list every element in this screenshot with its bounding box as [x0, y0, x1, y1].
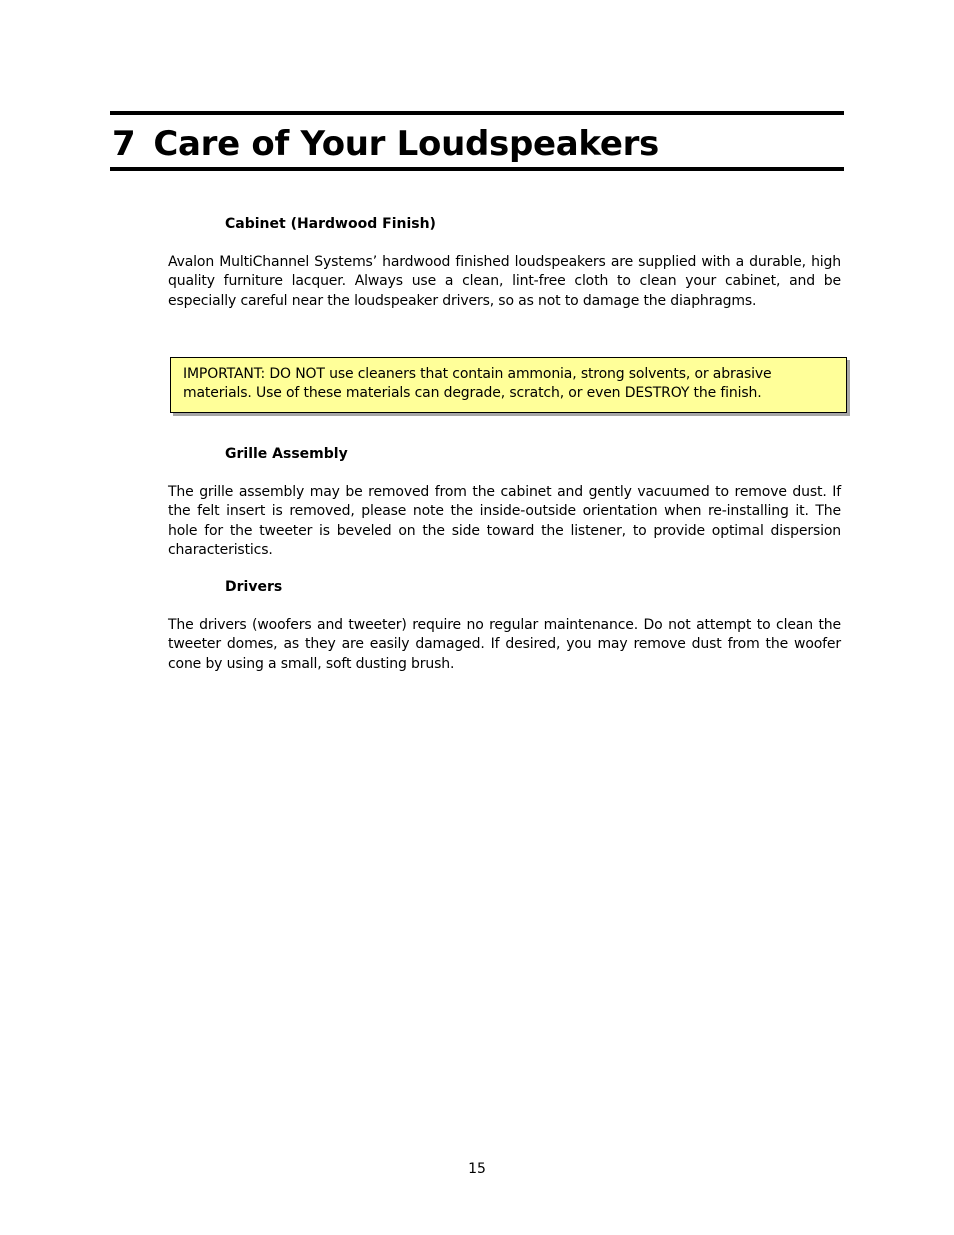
section-heading-cabinet: Cabinet (Hardwood Finish): [225, 216, 436, 232]
chapter-number: 7: [112, 124, 136, 164]
page-number: 15: [468, 1161, 486, 1177]
chapter-header: [110, 111, 844, 171]
important-note-text: IMPORTANT: DO NOT use cleaners that contain ammonia, strong solvents, or abrasive materials. Use of these materials can degrade, scratch, or even DESTROY the finish.: [183, 366, 772, 402]
section-body-drivers: The drivers (woofers and tweeter) require no regular maintenance. Do not attempt to clean the tweeter domes, as they are easily damaged. If desired, you may remove dust from the woofer cone by using a small, soft dusting brush.: [168, 617, 841, 672]
section-heading-grille: Grille Assembly: [225, 446, 348, 462]
chapter-title: [112, 124, 659, 164]
section-heading-drivers: Drivers: [225, 579, 283, 595]
section-body-cabinet: Avalon MultiChannel Systems’ hardwood finished loudspeakers are supplied with a durable, high quality furniture lacquer. Always use a clean, lint-free cloth to clean your cabinet, and be especially careful near the loudspeaker drivers, so as not to damage the diaphragms.: [168, 254, 841, 309]
chapter-title-text: Care of Your Loudspeakers: [153, 124, 659, 164]
important-note-box: [170, 357, 847, 413]
section-body-grille: The grille assembly may be removed from the cabinet and gently vacuumed to remove dust. If the felt insert is removed, please note the inside-outside orientation when re-installing it. The hole for the tweeter is beveled on the side toward the listener, to provide optimal dispersion characteristics.: [168, 484, 841, 558]
